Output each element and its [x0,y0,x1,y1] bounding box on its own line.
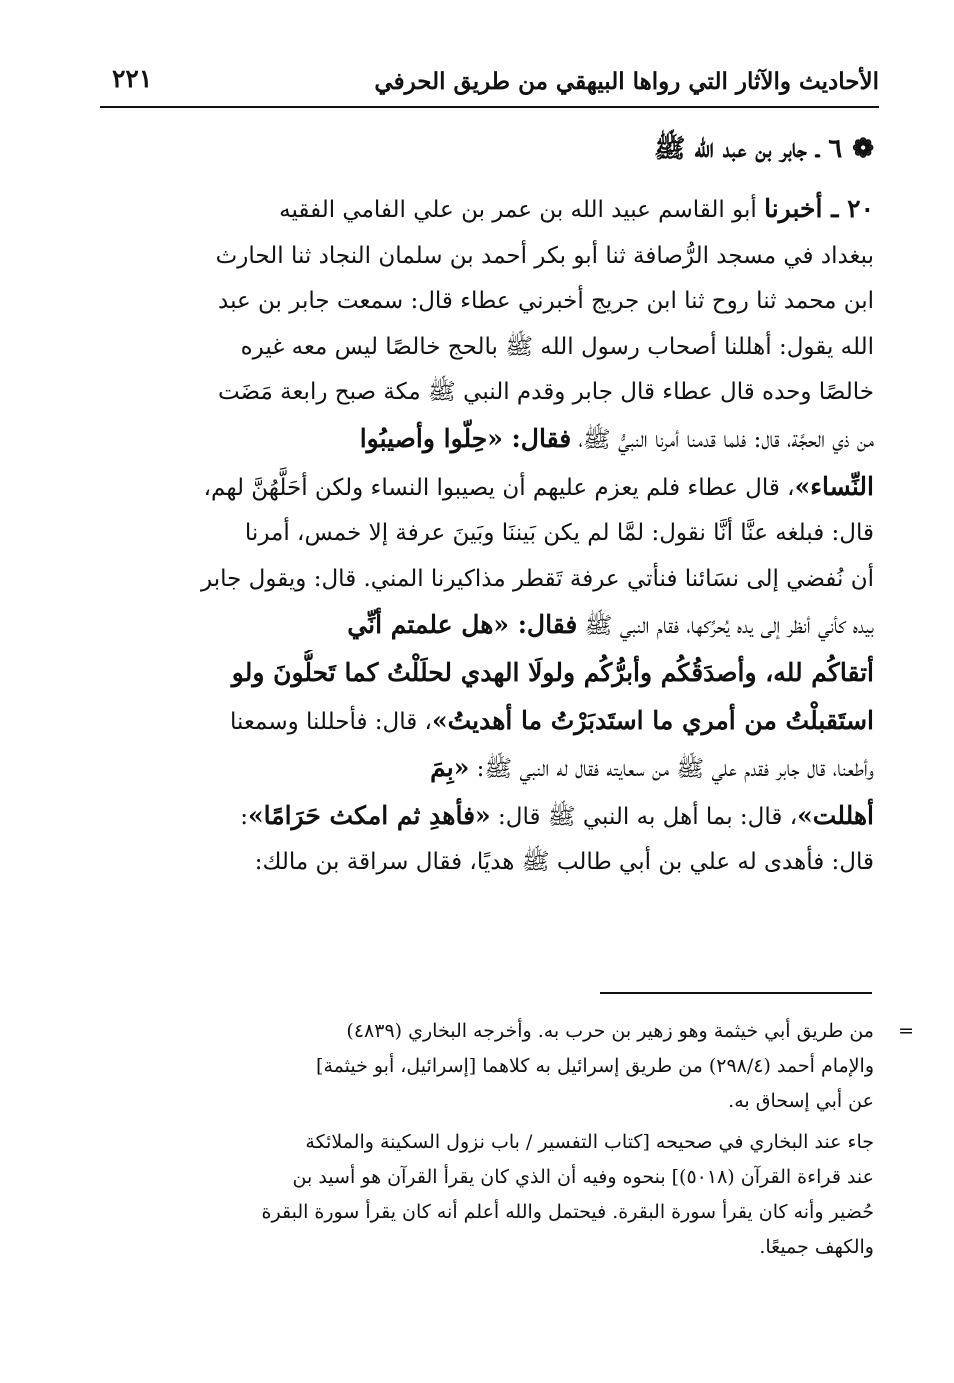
text-line [108,793,874,841]
footnote-line: من طريق أبي خيثمة وهو زهير بن حرب به. وأخرجه البخاري (٤٨٣٩) [346,1020,874,1042]
footnote-line: حُضير وأنه كان يقرأ سورة البقرة. فيحتمل والله أعلم أنه كان يقرأ سورة البقرة [261,1201,874,1223]
text-line [108,370,874,416]
text-run: قال: فبلغه عنَّا أنَّا نقول: لمَّا لم يكن بَيننَا وبَينَ عرفة إلا خمس، أمرنا [244,520,874,547]
footnote-line: عند قراءة القرآن (٥٠١٨)] بنحوه وفيه أن الذي كان يقرأ القرآن هو أسيد بن [292,1166,874,1188]
text-run: قال: فأهدى له علي بن أبي طالب ﷺ هديًا، فقال سراقة بن مالك: [254,849,874,876]
text-run: ، قال: فأحللنا وسمعنا [230,708,432,735]
bold-text-run: أتقاكُم لله، وأصدَقُكُم وأبرُّكُم ولولَا الهدي لحلَلْتُ كما تَحلُّونَ ولو [231,657,874,687]
text-run: وأطعنا، قال جابر فقدم علي ﷺ من سعايته فقال له النبي ﷺ: [469,756,874,783]
section-heading [654,132,874,170]
running-title: الأحاديث والآثار التي رواها البيهقي من طريق الحرفي [374,68,879,95]
text-run: أبو القاسم عبيد الله بن عمر بن علي الفامي الفقيه [279,197,765,223]
bold-text-run: النِّساء» [794,471,874,501]
text-line [108,464,874,512]
text-line [108,279,874,325]
flower-bullet-icon: ❁ [852,134,874,164]
text-line [108,234,874,280]
footnotes [100,1014,914,1265]
text-run: : [240,803,248,830]
footnote-rule [600,992,872,994]
bold-text-run: استَقبلْتُ من أمري ما استَدبَرْتُ ما أهديتُ» [431,705,874,735]
text-line [108,602,874,650]
text-line [108,698,874,746]
section-heading-text: ٦ ـ جابر بن عبد الله ﷺ [653,134,843,164]
text-run: ابن محمد ثنا روح ثنا ابن جريج أخبرني عطاء قال: سمعت جابر بن عبد [218,288,874,315]
text-run: بيده كأني أنظر إلى يده يُحرِّكها، فقام النبي ﷺ [577,613,874,640]
hadith-text [108,186,874,886]
bold-text-run: فقال: «حِلّوا وأصيبُوا [359,423,572,453]
footnote-line: عن أبي إسحاق به. [728,1090,874,1112]
bold-text-run: «بِمَ [430,753,470,783]
footnote-note [100,1125,874,1265]
header-rule [100,106,879,108]
page-number: ٢٢١ [112,64,153,93]
text-run: الله يقول: أهللنا أصحاب رسول الله ﷺ بالحج خالصًا ليس معه غيره [240,333,874,360]
text-line [108,840,874,886]
text-run: ، قال: بما أهل به النبي ﷺ قال: [490,803,798,830]
bold-text-run: فقال: «هل علمتم أنِّي [347,610,578,640]
bold-text-run: ٢٠ ـ أخبرنا [764,194,874,223]
bold-text-run: «فأهدِ ثم امكث حَرَامًا» [247,800,491,830]
text-line [108,557,874,603]
text-line [108,745,874,793]
text-line [108,511,874,557]
text-run: أن نُفضي إلى نسَائنا فنأتي عرفة تَقطر مذاكيرنا المني. قال: ويقول جابر [201,565,874,592]
text-run: ، قال عطاء فلم يعزم عليهم أن يصيبوا النساء ولكن أحَلَّهُنَّ لهم، [203,474,795,501]
footnote-line: جاء عند البخاري في صحيحه [كتاب التفسير / باب نزول السكينة والملائكة [305,1131,874,1153]
text-line [108,325,874,371]
text-line [108,416,874,464]
bold-text-run: أهللت» [797,800,874,830]
text-line [108,650,874,698]
footnote-line: والإمام أحمد (٢٩٨/٤) من طريق إسرائيل به كلاهما [إسرائيل، أبو خيثمة] [316,1055,874,1077]
text-line [108,186,874,234]
footnote-line: والكهف جميعًا. [759,1236,874,1258]
footnote-continued [100,1014,914,1119]
text-run: من ذي الحجَّة، قال: فلما قدمنا أمرنا النبيُّ ﷺ، [571,426,874,453]
text-run: ببغداد في مسجد الرُّصافة ثنا أبو بكر أحمد بن سلمان النجاد ثنا الحارث [215,242,874,269]
running-header [100,60,879,104]
footnote-continuation-marker: = [898,1020,914,1042]
text-run: خالصًا وحده قال عطاء قال جابر وقدم النبي ﷺ مكة صبح رابعة مَضَت [217,379,874,406]
